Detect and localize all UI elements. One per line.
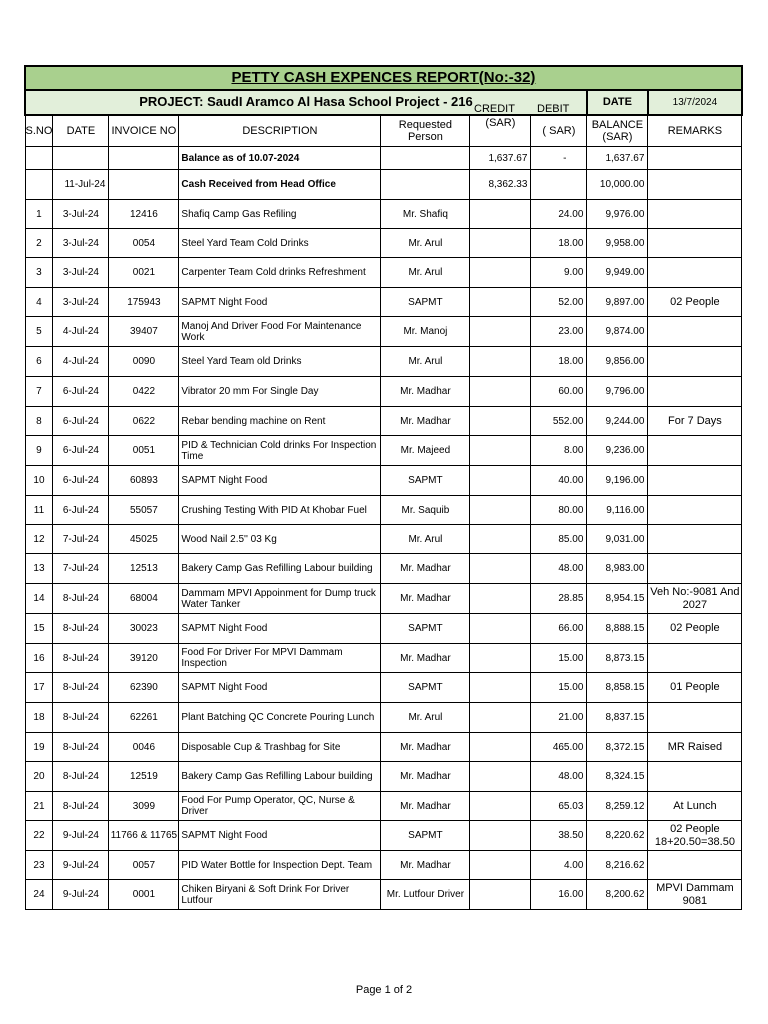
person-cell: SAPMT: [381, 673, 470, 703]
remarks-cell: MPVI Dammam 9081: [648, 880, 742, 910]
sno-cell: 6: [25, 347, 53, 377]
date-cell: 4-Jul-24: [53, 317, 109, 347]
invoice-cell: 0057: [109, 851, 179, 880]
person-cell: Mr. Shafiq: [381, 200, 470, 229]
sno-cell: 5: [25, 317, 53, 347]
debit-cell: 80.00: [531, 496, 587, 525]
description-cell: Food For Driver For MPVI Dammam Inspection: [179, 644, 381, 673]
debit-cell: 15.00: [531, 673, 587, 703]
balance-cell: 1,637.67: [587, 147, 648, 170]
credit-cell: [470, 644, 531, 673]
balance-cell: 9,244.00: [587, 407, 648, 436]
description-cell: Rebar bending machine on Rent: [179, 407, 381, 436]
person-cell: [381, 170, 470, 200]
sno-cell: 9: [25, 436, 53, 466]
date-cell: 4-Jul-24: [53, 347, 109, 377]
person-cell: Mr. Madhar: [381, 733, 470, 762]
description-cell: Steel Yard Team Cold Drinks: [179, 229, 381, 258]
remarks-cell: [648, 377, 742, 407]
invoice-cell: 39120: [109, 644, 179, 673]
description-cell: Cash Received from Head Office: [179, 170, 381, 200]
invoice-cell: [109, 147, 179, 170]
project-row: [25, 90, 742, 115]
column-header-row: [25, 115, 742, 147]
debit-cell: 28.85: [531, 584, 587, 614]
credit-cell: [470, 554, 531, 584]
description-cell: Shafiq Camp Gas Refiling: [179, 200, 381, 229]
description-cell: PID & Technician Cold drinks For Inspection Time: [179, 436, 381, 466]
remarks-cell: [648, 258, 742, 288]
balance-cell: 8,200.62: [587, 880, 648, 910]
balance-cell: 8,888.15: [587, 614, 648, 644]
invoice-cell: 0054: [109, 229, 179, 258]
date-cell: 9-Jul-24: [53, 851, 109, 880]
description-cell: Carpenter Team Cold drinks Refreshment: [179, 258, 381, 288]
person-cell: Mr. Arul: [381, 347, 470, 377]
remarks-cell: [648, 466, 742, 496]
date-cell: 8-Jul-24: [53, 673, 109, 703]
header-credit-unit: (SAR): [485, 117, 516, 129]
balance-cell: 9,856.00: [587, 347, 648, 377]
description-cell: Vibrator 20 mm For Single Day: [179, 377, 381, 407]
debit-cell: 24.00: [531, 200, 587, 229]
credit-cell: [470, 762, 531, 792]
remarks-cell: [648, 525, 742, 554]
balance-cell: 9,236.00: [587, 436, 648, 466]
debit-cell: -: [531, 147, 587, 170]
date-cell: 6-Jul-24: [53, 407, 109, 436]
date-cell: 6-Jul-24: [53, 496, 109, 525]
table-row: [25, 466, 742, 496]
date-cell: 8-Jul-24: [53, 584, 109, 614]
balance-cell: 9,976.00: [587, 200, 648, 229]
remarks-cell: 02 People: [648, 288, 742, 317]
person-cell: SAPMT: [381, 288, 470, 317]
table-row: [25, 644, 742, 673]
remarks-cell: 02 People: [648, 614, 742, 644]
description-cell: SAPMT Night Food: [179, 466, 381, 496]
balance-cell: 9,031.00: [587, 525, 648, 554]
sno-cell: 24: [25, 880, 53, 910]
sno-cell: 21: [25, 792, 53, 821]
credit-cell: [470, 673, 531, 703]
table-row: [25, 200, 742, 229]
invoice-cell: 62261: [109, 703, 179, 733]
sno-cell: 4: [25, 288, 53, 317]
debit-cell: 65.03: [531, 792, 587, 821]
balance-cell: 8,873.15: [587, 644, 648, 673]
debit-cell: 48.00: [531, 554, 587, 584]
person-cell: Mr. Manoj: [381, 317, 470, 347]
debit-cell: 8.00: [531, 436, 587, 466]
description-cell: Steel Yard Team old Drinks: [179, 347, 381, 377]
sno-cell: 1: [25, 200, 53, 229]
debit-cell: 85.00: [531, 525, 587, 554]
remarks-cell: [648, 147, 742, 170]
credit-cell: [470, 525, 531, 554]
credit-cell: [470, 317, 531, 347]
sno-cell: 7: [25, 377, 53, 407]
table-row: [25, 673, 742, 703]
balance-cell: 8,954.15: [587, 584, 648, 614]
date-cell: 6-Jul-24: [53, 466, 109, 496]
remarks-cell: [648, 554, 742, 584]
table-row: [25, 496, 742, 525]
credit-cell: [470, 703, 531, 733]
remarks-cell: [648, 436, 742, 466]
date-cell: 6-Jul-24: [53, 377, 109, 407]
person-cell: Mr. Arul: [381, 258, 470, 288]
invoice-cell: 12519: [109, 762, 179, 792]
date-value: 13/7/2024: [648, 90, 742, 115]
remarks-cell: At Lunch: [648, 792, 742, 821]
description-cell: Bakery Camp Gas Refilling Labour building: [179, 762, 381, 792]
invoice-cell: 68004: [109, 584, 179, 614]
person-cell: Mr. Madhar: [381, 377, 470, 407]
person-cell: Mr. Madhar: [381, 554, 470, 584]
debit-cell: 18.00: [531, 229, 587, 258]
description-cell: Dammam MPVI Appoinment for Dump truck Water Tanker: [179, 584, 381, 614]
date-cell: 8-Jul-24: [53, 733, 109, 762]
header-credit-label: CREDIT: [474, 103, 515, 115]
table-row: [25, 851, 742, 880]
description-cell: SAPMT Night Food: [179, 614, 381, 644]
table-row: [25, 229, 742, 258]
description-cell: Wood Nail 2.5'' 03 Kg: [179, 525, 381, 554]
header-debit-label: DEBIT: [537, 103, 570, 115]
remarks-cell: [648, 170, 742, 200]
table-row: [25, 733, 742, 762]
remarks-cell: [648, 347, 742, 377]
table-row: [25, 762, 742, 792]
credit-cell: [470, 792, 531, 821]
credit-cell: [470, 496, 531, 525]
remarks-cell: 01 People: [648, 673, 742, 703]
sno-cell: [25, 170, 53, 200]
credit-cell: [470, 347, 531, 377]
balance-cell: 8,983.00: [587, 554, 648, 584]
header-remarks: REMARKS: [648, 115, 742, 147]
sno-cell: 2: [25, 229, 53, 258]
table-row: [25, 436, 742, 466]
description-cell: Chiken Biryani & Soft Drink For Driver Lutfour: [179, 880, 381, 910]
sno-cell: [25, 147, 53, 170]
debit-cell: 38.50: [531, 821, 587, 851]
date-cell: [53, 147, 109, 170]
debit-cell: 21.00: [531, 703, 587, 733]
credit-cell: [470, 880, 531, 910]
invoice-cell: 0422: [109, 377, 179, 407]
description-cell: Crushing Testing With PID At Khobar Fuel: [179, 496, 381, 525]
invoice-cell: 39407: [109, 317, 179, 347]
header-credit: [470, 115, 531, 147]
balance-cell: 10,000.00: [587, 170, 648, 200]
report-title: PETTY CASH EXPENCES REPORT(No:-32): [25, 66, 742, 90]
date-cell: 3-Jul-24: [53, 200, 109, 229]
person-cell: Mr. Arul: [381, 229, 470, 258]
debit-cell: 40.00: [531, 466, 587, 496]
sno-cell: 16: [25, 644, 53, 673]
invoice-cell: 12416: [109, 200, 179, 229]
invoice-cell: 0001: [109, 880, 179, 910]
person-cell: Mr. Madhar: [381, 644, 470, 673]
description-cell: SAPMT Night Food: [179, 673, 381, 703]
person-cell: SAPMT: [381, 821, 470, 851]
person-cell: [381, 147, 470, 170]
balance-cell: 8,372.15: [587, 733, 648, 762]
credit-cell: [470, 258, 531, 288]
table-row: [25, 792, 742, 821]
balance-cell: 9,958.00: [587, 229, 648, 258]
date-cell: 9-Jul-24: [53, 880, 109, 910]
header-debit: ( SAR): [531, 115, 587, 147]
header-date: DATE: [53, 115, 109, 147]
balance-cell: 8,324.15: [587, 762, 648, 792]
table-row: [25, 821, 742, 851]
balance-cell: 9,796.00: [587, 377, 648, 407]
invoice-cell: 175943: [109, 288, 179, 317]
table-row: [25, 614, 742, 644]
person-cell: Mr. Madhar: [381, 851, 470, 880]
debit-cell: 9.00: [531, 258, 587, 288]
description-cell: PID Water Bottle for Inspection Dept. Team: [179, 851, 381, 880]
title-row: [25, 66, 742, 90]
balance-cell: 8,858.15: [587, 673, 648, 703]
person-cell: Mr. Madhar: [381, 407, 470, 436]
debit-cell: 4.00: [531, 851, 587, 880]
remarks-cell: [648, 762, 742, 792]
date-cell: 7-Jul-24: [53, 554, 109, 584]
invoice-cell: 0051: [109, 436, 179, 466]
credit-cell: [470, 407, 531, 436]
balance-cell: 9,897.00: [587, 288, 648, 317]
debit-cell: 60.00: [531, 377, 587, 407]
invoice-cell: 30023: [109, 614, 179, 644]
invoice-cell: 60893: [109, 466, 179, 496]
petty-cash-table: [24, 65, 743, 910]
balance-cell: 8,837.15: [587, 703, 648, 733]
description-cell: Plant Batching QC Concrete Pouring Lunch: [179, 703, 381, 733]
person-cell: Mr. Saquib: [381, 496, 470, 525]
remarks-cell: [648, 496, 742, 525]
table-row: [25, 377, 742, 407]
remarks-cell: [648, 703, 742, 733]
invoice-cell: 12513: [109, 554, 179, 584]
debit-cell: 52.00: [531, 288, 587, 317]
header-balance: BALANCE (SAR): [587, 115, 648, 147]
header-sno: S.NO: [25, 115, 53, 147]
remarks-cell: [648, 200, 742, 229]
remarks-cell: [648, 229, 742, 258]
remarks-cell: For 7 Days: [648, 407, 742, 436]
person-cell: SAPMT: [381, 466, 470, 496]
invoice-cell: [109, 170, 179, 200]
credit-cell: [470, 821, 531, 851]
opening-balance-row: [25, 147, 742, 170]
person-cell: Mr. Lutfour Driver: [381, 880, 470, 910]
date-cell: 8-Jul-24: [53, 762, 109, 792]
credit-cell: [470, 733, 531, 762]
table-row: [25, 258, 742, 288]
balance-cell: 9,874.00: [587, 317, 648, 347]
debit-cell: 552.00: [531, 407, 587, 436]
header-description: DESCRIPTION: [179, 115, 381, 147]
remarks-cell: Veh No:-9081 And 2027: [648, 584, 742, 614]
balance-cell: 9,116.00: [587, 496, 648, 525]
credit-cell: [470, 614, 531, 644]
description-cell: Balance as of 10.07-2024: [179, 147, 381, 170]
date-cell: 3-Jul-24: [53, 288, 109, 317]
balance-cell: 9,196.00: [587, 466, 648, 496]
invoice-cell: 55057: [109, 496, 179, 525]
credit-cell: [470, 377, 531, 407]
table-row: [25, 347, 742, 377]
date-cell: 3-Jul-24: [53, 258, 109, 288]
debit-cell: 15.00: [531, 644, 587, 673]
sno-cell: 8: [25, 407, 53, 436]
project-name: PROJECT: SaudI Aramco Al Hasa School Project - 216: [25, 90, 587, 115]
debit-cell: 66.00: [531, 614, 587, 644]
invoice-cell: 0021: [109, 258, 179, 288]
date-cell: 8-Jul-24: [53, 614, 109, 644]
sno-cell: 22: [25, 821, 53, 851]
description-cell: Food For Pump Operator, QC, Nurse & Driver: [179, 792, 381, 821]
balance-cell: 8,259.12: [587, 792, 648, 821]
remarks-cell: MR Raised: [648, 733, 742, 762]
remarks-cell: [648, 644, 742, 673]
person-cell: Mr. Arul: [381, 703, 470, 733]
invoice-cell: 62390: [109, 673, 179, 703]
header-invoice: INVOICE NO: [109, 115, 179, 147]
date-cell: 3-Jul-24: [53, 229, 109, 258]
credit-cell: [470, 200, 531, 229]
invoice-cell: 0046: [109, 733, 179, 762]
credit-cell: [470, 466, 531, 496]
credit-cell: [470, 851, 531, 880]
table-row: [25, 317, 742, 347]
opening-balance-row: [25, 170, 742, 200]
debit-cell: 16.00: [531, 880, 587, 910]
person-cell: Mr. Madhar: [381, 792, 470, 821]
sno-cell: 3: [25, 258, 53, 288]
sno-cell: 19: [25, 733, 53, 762]
page-number: Page 1 of 2: [355, 984, 413, 996]
sno-cell: 10: [25, 466, 53, 496]
date-cell: 11-Jul-24: [53, 170, 109, 200]
sno-cell: 18: [25, 703, 53, 733]
remarks-cell: 02 People 18+20.50=38.50: [648, 821, 742, 851]
debit-cell: [531, 170, 587, 200]
date-cell: 7-Jul-24: [53, 525, 109, 554]
debit-cell: 18.00: [531, 347, 587, 377]
description-cell: SAPMT Night Food: [179, 821, 381, 851]
debit-cell: 48.00: [531, 762, 587, 792]
date-cell: 8-Jul-24: [53, 644, 109, 673]
invoice-cell: 3099: [109, 792, 179, 821]
person-cell: Mr. Arul: [381, 525, 470, 554]
invoice-cell: 0622: [109, 407, 179, 436]
date-cell: 9-Jul-24: [53, 821, 109, 851]
sno-cell: 15: [25, 614, 53, 644]
credit-cell: 1,637.67: [470, 147, 531, 170]
person-cell: Mr. Madhar: [381, 762, 470, 792]
sno-cell: 13: [25, 554, 53, 584]
credit-cell: [470, 584, 531, 614]
person-cell: Mr. Majeed: [381, 436, 470, 466]
debit-cell: 23.00: [531, 317, 587, 347]
person-cell: Mr. Madhar: [381, 584, 470, 614]
sno-cell: 17: [25, 673, 53, 703]
description-cell: Bakery Camp Gas Refilling Labour building: [179, 554, 381, 584]
table-row: [25, 525, 742, 554]
sno-cell: 14: [25, 584, 53, 614]
remarks-cell: [648, 851, 742, 880]
description-cell: SAPMT Night Food: [179, 288, 381, 317]
date-label: DATE: [587, 90, 648, 115]
credit-cell: 8,362.33: [470, 170, 531, 200]
invoice-cell: 11766 & 11765: [109, 821, 179, 851]
header-person: Requested Person: [381, 115, 470, 147]
table-row: [25, 880, 742, 910]
credit-cell: [470, 288, 531, 317]
table-row: [25, 554, 742, 584]
balance-cell: 8,216.62: [587, 851, 648, 880]
debit-cell: 465.00: [531, 733, 587, 762]
invoice-cell: 45025: [109, 525, 179, 554]
invoice-cell: 0090: [109, 347, 179, 377]
table-row: [25, 584, 742, 614]
remarks-cell: [648, 317, 742, 347]
date-cell: 8-Jul-24: [53, 792, 109, 821]
balance-cell: 8,220.62: [587, 821, 648, 851]
description-cell: Manoj And Driver Food For Maintenance Work: [179, 317, 381, 347]
person-cell: SAPMT: [381, 614, 470, 644]
table-row: [25, 703, 742, 733]
sno-cell: 23: [25, 851, 53, 880]
sno-cell: 12: [25, 525, 53, 554]
credit-cell: [470, 229, 531, 258]
description-cell: Disposable Cup & Trashbag for Site: [179, 733, 381, 762]
date-cell: 6-Jul-24: [53, 436, 109, 466]
table-row: [25, 288, 742, 317]
credit-cell: [470, 436, 531, 466]
date-cell: 8-Jul-24: [53, 703, 109, 733]
table-row: [25, 407, 742, 436]
balance-cell: 9,949.00: [587, 258, 648, 288]
sno-cell: 11: [25, 496, 53, 525]
sno-cell: 20: [25, 762, 53, 792]
